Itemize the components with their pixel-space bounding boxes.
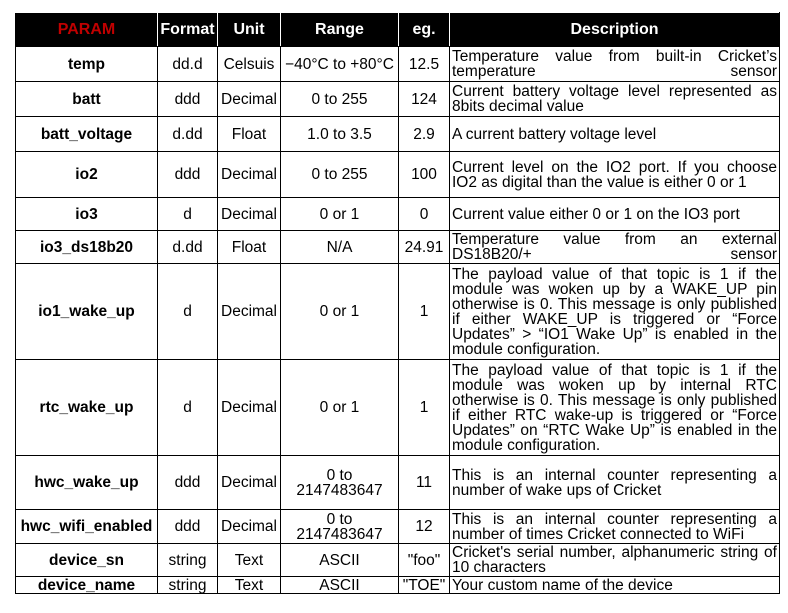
unit-cell: Text xyxy=(218,577,281,594)
table-row xyxy=(16,47,780,82)
unit-cell: Celsuis xyxy=(218,47,281,82)
param-cell: io2 xyxy=(16,152,158,198)
range-cell: ASCII xyxy=(281,577,399,594)
unit-cell: Float xyxy=(218,231,281,264)
eg-cell: 11 xyxy=(399,456,450,510)
param-cell: hwc_wifi_enabled xyxy=(16,510,158,544)
eg-cell: "TOE" xyxy=(399,577,450,594)
description-cell: Current value either 0 or 1 on the IO3 port xyxy=(450,198,780,231)
unit-cell: Decimal xyxy=(218,456,281,510)
param-cell: io3_ds18b20 xyxy=(16,231,158,264)
unit-cell: Text xyxy=(218,544,281,577)
param-cell: batt_voltage xyxy=(16,117,158,152)
format-cell: string xyxy=(158,577,218,594)
header-description: Description xyxy=(450,13,780,47)
format-cell: ddd xyxy=(158,456,218,510)
description-cell: The payload value of that topic is 1 if the module was woken up by internal RTC otherwise is 0. This message is only published if either RTC wake-up is triggered or “Force Updates” on “RTC Wake Up” is enabled in the module configuration. xyxy=(450,360,780,456)
table-row xyxy=(16,510,780,544)
range-cell: 0 or 1 xyxy=(281,360,399,456)
table-header xyxy=(16,13,780,47)
range-cell: 0 to 255 xyxy=(281,82,399,117)
range-cell: −40°C to +80°C xyxy=(281,47,399,82)
unit-cell: Decimal xyxy=(218,82,281,117)
description-cell: Current battery voltage level represented as 8bits decimal value xyxy=(450,82,780,117)
eg-cell: 100 xyxy=(399,152,450,198)
table-row xyxy=(16,264,780,360)
table-body xyxy=(16,47,780,594)
table-row xyxy=(16,82,780,117)
table-row xyxy=(16,152,780,198)
param-cell: io1_wake_up xyxy=(16,264,158,360)
unit-cell: Decimal xyxy=(218,360,281,456)
param-cell: device_name xyxy=(16,577,158,594)
unit-cell: Decimal xyxy=(218,198,281,231)
table-row xyxy=(16,198,780,231)
format-cell: d.dd xyxy=(158,117,218,152)
param-cell: batt xyxy=(16,82,158,117)
description-cell: Current level on the IO2 port. If you choose IO2 as digital than the value is either 0 or 1 xyxy=(450,152,780,198)
description-cell: The payload value of that topic is 1 if the module was woken up by a WAKE_UP pin otherwise is 0. This message is only published if either WAKE_UP is triggered or “Force Updates” > “IO1 Wake Up” is enabled in the module configuration. xyxy=(450,264,780,360)
eg-cell: 24.91 xyxy=(399,231,450,264)
param-cell: device_sn xyxy=(16,544,158,577)
format-cell: dd.d xyxy=(158,47,218,82)
range-cell: 0 or 1 xyxy=(281,198,399,231)
eg-cell: 1 xyxy=(399,360,450,456)
params-table xyxy=(15,12,780,594)
header-unit: Unit xyxy=(218,13,281,47)
table-row xyxy=(16,544,780,577)
range-cell: 0 to 2147483647 xyxy=(281,510,399,544)
unit-cell: Decimal xyxy=(218,510,281,544)
range-cell: 0 to 255 xyxy=(281,152,399,198)
format-cell: string xyxy=(158,544,218,577)
table-row xyxy=(16,117,780,152)
unit-cell: Decimal xyxy=(218,152,281,198)
header-range: Range xyxy=(281,13,399,47)
format-cell: ddd xyxy=(158,510,218,544)
unit-cell: Float xyxy=(218,117,281,152)
description-cell: Temperature value from built-in Cricket’s temperature sensor xyxy=(450,47,780,82)
param-cell: temp xyxy=(16,47,158,82)
header-row xyxy=(16,13,780,47)
table-row xyxy=(16,231,780,264)
format-cell: d xyxy=(158,264,218,360)
eg-cell: 12 xyxy=(399,510,450,544)
description-cell: A current battery voltage level xyxy=(450,117,780,152)
table-row xyxy=(16,360,780,456)
description-cell: Temperature value from an external DS18B20/+ sensor xyxy=(450,231,780,264)
format-cell: d xyxy=(158,198,218,231)
description-cell: Cricket's serial number, alphanumeric string of 10 characters xyxy=(450,544,780,577)
eg-cell: 1 xyxy=(399,264,450,360)
range-cell: 0 or 1 xyxy=(281,264,399,360)
param-cell: io3 xyxy=(16,198,158,231)
format-cell: ddd xyxy=(158,82,218,117)
table-row xyxy=(16,456,780,510)
range-cell: N/A xyxy=(281,231,399,264)
description-cell: This is an internal counter representing a number of times Cricket connected to WiFi xyxy=(450,510,780,544)
eg-cell: "foo" xyxy=(399,544,450,577)
header-eg: eg. xyxy=(399,13,450,47)
format-cell: d.dd xyxy=(158,231,218,264)
eg-cell: 2.9 xyxy=(399,117,450,152)
eg-cell: 0 xyxy=(399,198,450,231)
description-cell: Your custom name of the device xyxy=(450,577,780,594)
table-row xyxy=(16,577,780,594)
param-cell: rtc_wake_up xyxy=(16,360,158,456)
eg-cell: 124 xyxy=(399,82,450,117)
header-format: Format xyxy=(158,13,218,47)
unit-cell: Decimal xyxy=(218,264,281,360)
eg-cell: 12.5 xyxy=(399,47,450,82)
range-cell: 0 to 2147483647 xyxy=(281,456,399,510)
format-cell: d xyxy=(158,360,218,456)
description-cell: This is an internal counter representing a number of wake ups of Cricket xyxy=(450,456,780,510)
format-cell: ddd xyxy=(158,152,218,198)
range-cell: ASCII xyxy=(281,544,399,577)
range-cell: 1.0 to 3.5 xyxy=(281,117,399,152)
param-cell: hwc_wake_up xyxy=(16,456,158,510)
header-param: PARAM xyxy=(16,13,158,47)
